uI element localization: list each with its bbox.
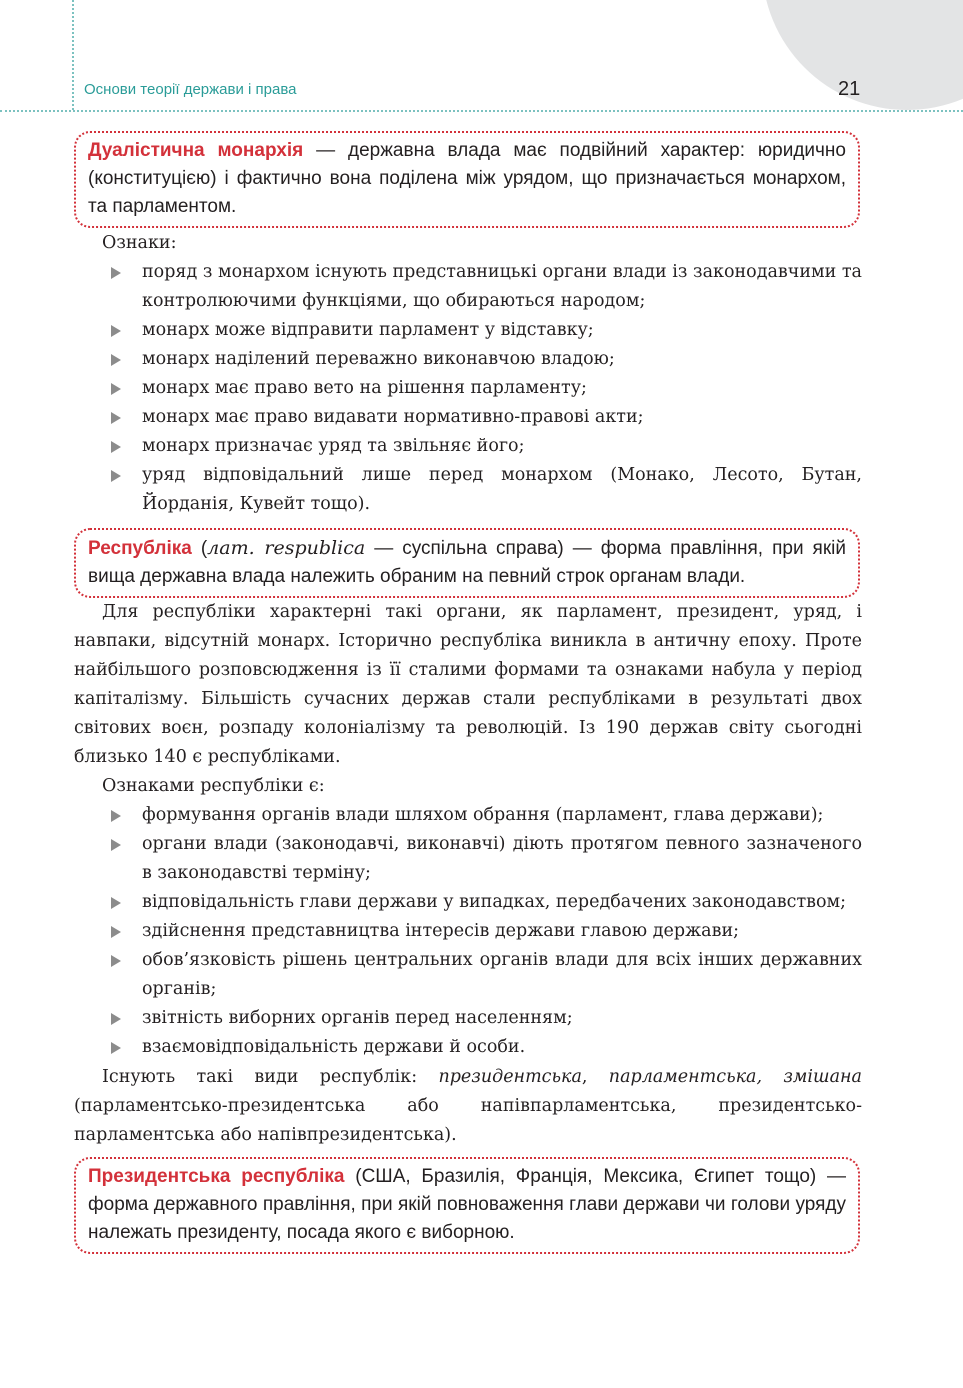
list-item: монарх призначає уряд та звільняє його; bbox=[108, 432, 862, 461]
triangle-bullet-icon bbox=[111, 1042, 121, 1054]
triangle-bullet-icon bbox=[111, 955, 121, 967]
list-item: органи влади (законодавчі, виконавчі) діють протягом певного зазначеного в законодавстві терміну; bbox=[108, 830, 862, 888]
list-item: взаємовідповідальність держави й особи. bbox=[108, 1033, 862, 1062]
list-item: формування органів влади шляхом обрання (парламент, глава держави); bbox=[108, 801, 862, 830]
list-item: монарх наділений переважно виконавчою владою; bbox=[108, 345, 862, 374]
emphasis-parliamentary-mixed: парламентська, змішана bbox=[608, 1067, 862, 1087]
page-number: 21 bbox=[838, 78, 861, 100]
triangle-bullet-icon bbox=[111, 810, 121, 822]
emphasis-presidential: президентська bbox=[438, 1067, 582, 1087]
list-item: монарх має право видавати нормативно-правові акти; bbox=[108, 403, 862, 432]
definition-box-presidential-republic bbox=[74, 1157, 860, 1254]
triangle-bullet-icon bbox=[111, 1013, 121, 1025]
dualistic-signs-list bbox=[108, 258, 862, 519]
definition-text: — суспільна справа) — форма правління, при якій вища державна влада належить обраним на певний строк органам влади. bbox=[88, 538, 846, 587]
definition-term: Президентська республіка bbox=[88, 1166, 345, 1187]
triangle-bullet-icon bbox=[111, 354, 121, 366]
running-head: Основи теорії держави і права bbox=[84, 81, 297, 98]
signs-label: Ознаками республіки є: bbox=[102, 776, 325, 796]
republic-paragraph: Для республіки характерні такі органи, як парламент, президент, уряд, і навпаки, відсутній монарх. Історично республіка виникла в античну епоху. Проте найбільшого розповсюдження із її сталими формами та ознаками набула у період капіталізму. Більшість сучасних держав стали республіками в результаті двох світових воєн, розпаду колоніалізму та революцій. Із 190 держав світу сьогодні близько 140 є республіками. bbox=[74, 602, 862, 767]
triangle-bullet-icon bbox=[111, 897, 121, 909]
triangle-bullet-icon bbox=[111, 267, 121, 279]
triangle-bullet-icon bbox=[111, 383, 121, 395]
triangle-bullet-icon bbox=[111, 470, 121, 482]
triangle-bullet-icon bbox=[111, 441, 121, 453]
definition-text: — державна влада має подвійний характер: юридично (конституцією) і фактично вона поділена між урядом, що призначається монархом, та парламентом. bbox=[88, 140, 846, 217]
definition-box-dualistic-monarchy bbox=[74, 131, 860, 228]
list-item: відповідальність глави держави у випадках, передбачених законодавством; bbox=[108, 888, 862, 917]
definition-box-republic: Республіка (лат. respublica — суспільна справа) — форма правління, при якій вища державна влада належить обраним на певний строк органам влади. bbox=[74, 528, 860, 598]
list-item: звітність виборних органів перед населенням; bbox=[108, 1004, 862, 1033]
signs-label: Ознаки: bbox=[102, 233, 177, 253]
republic-signs-list bbox=[108, 801, 862, 1062]
header-dotted-line bbox=[0, 110, 963, 112]
triangle-bullet-icon bbox=[111, 839, 121, 851]
definition-term: Республіка bbox=[88, 538, 192, 559]
triangle-bullet-icon bbox=[111, 412, 121, 424]
margin-dotted-line bbox=[72, 0, 74, 110]
definition-term: Дуалістична монархія bbox=[88, 140, 304, 161]
triangle-bullet-icon bbox=[111, 926, 121, 938]
triangle-bullet-icon bbox=[111, 325, 121, 337]
list-item: поряд з монархом існують представницькі органи влади із законодавчими та контролюючими функціями, що обираються народом; bbox=[108, 258, 862, 316]
latin-term: лат. respublica bbox=[207, 537, 366, 559]
list-item: обов’язковість рішень центральних органів влади для всіх інших державних органів; bbox=[108, 946, 862, 1004]
list-item: здійснення представництва інтересів держави главою держави; bbox=[108, 917, 862, 946]
list-item: монарх може відправити парламент у відставку; bbox=[108, 316, 862, 345]
definition-text: (США, Бразилія, Франція, Мексика, Єгипет тощо) — форма державного правління, при якій повноваження глави держави чи голови уряду належать президенту, посада якого є виборною. bbox=[88, 1166, 847, 1243]
list-item: монарх має право вето на рішення парламенту; bbox=[108, 374, 862, 403]
list-item: уряд відповідальний лише перед монархом (Монако, Лесото, Бутан, Йорданія, Кувейт тощо). bbox=[108, 461, 862, 519]
corner-decoration bbox=[762, 0, 963, 110]
republic-types-paragraph: Існують такі види республік: президентська, парламентська, змішана (парламентсько-президентська або напівпарламентська, президентсько-парламентська або напівпрезидентська). bbox=[74, 1067, 862, 1145]
